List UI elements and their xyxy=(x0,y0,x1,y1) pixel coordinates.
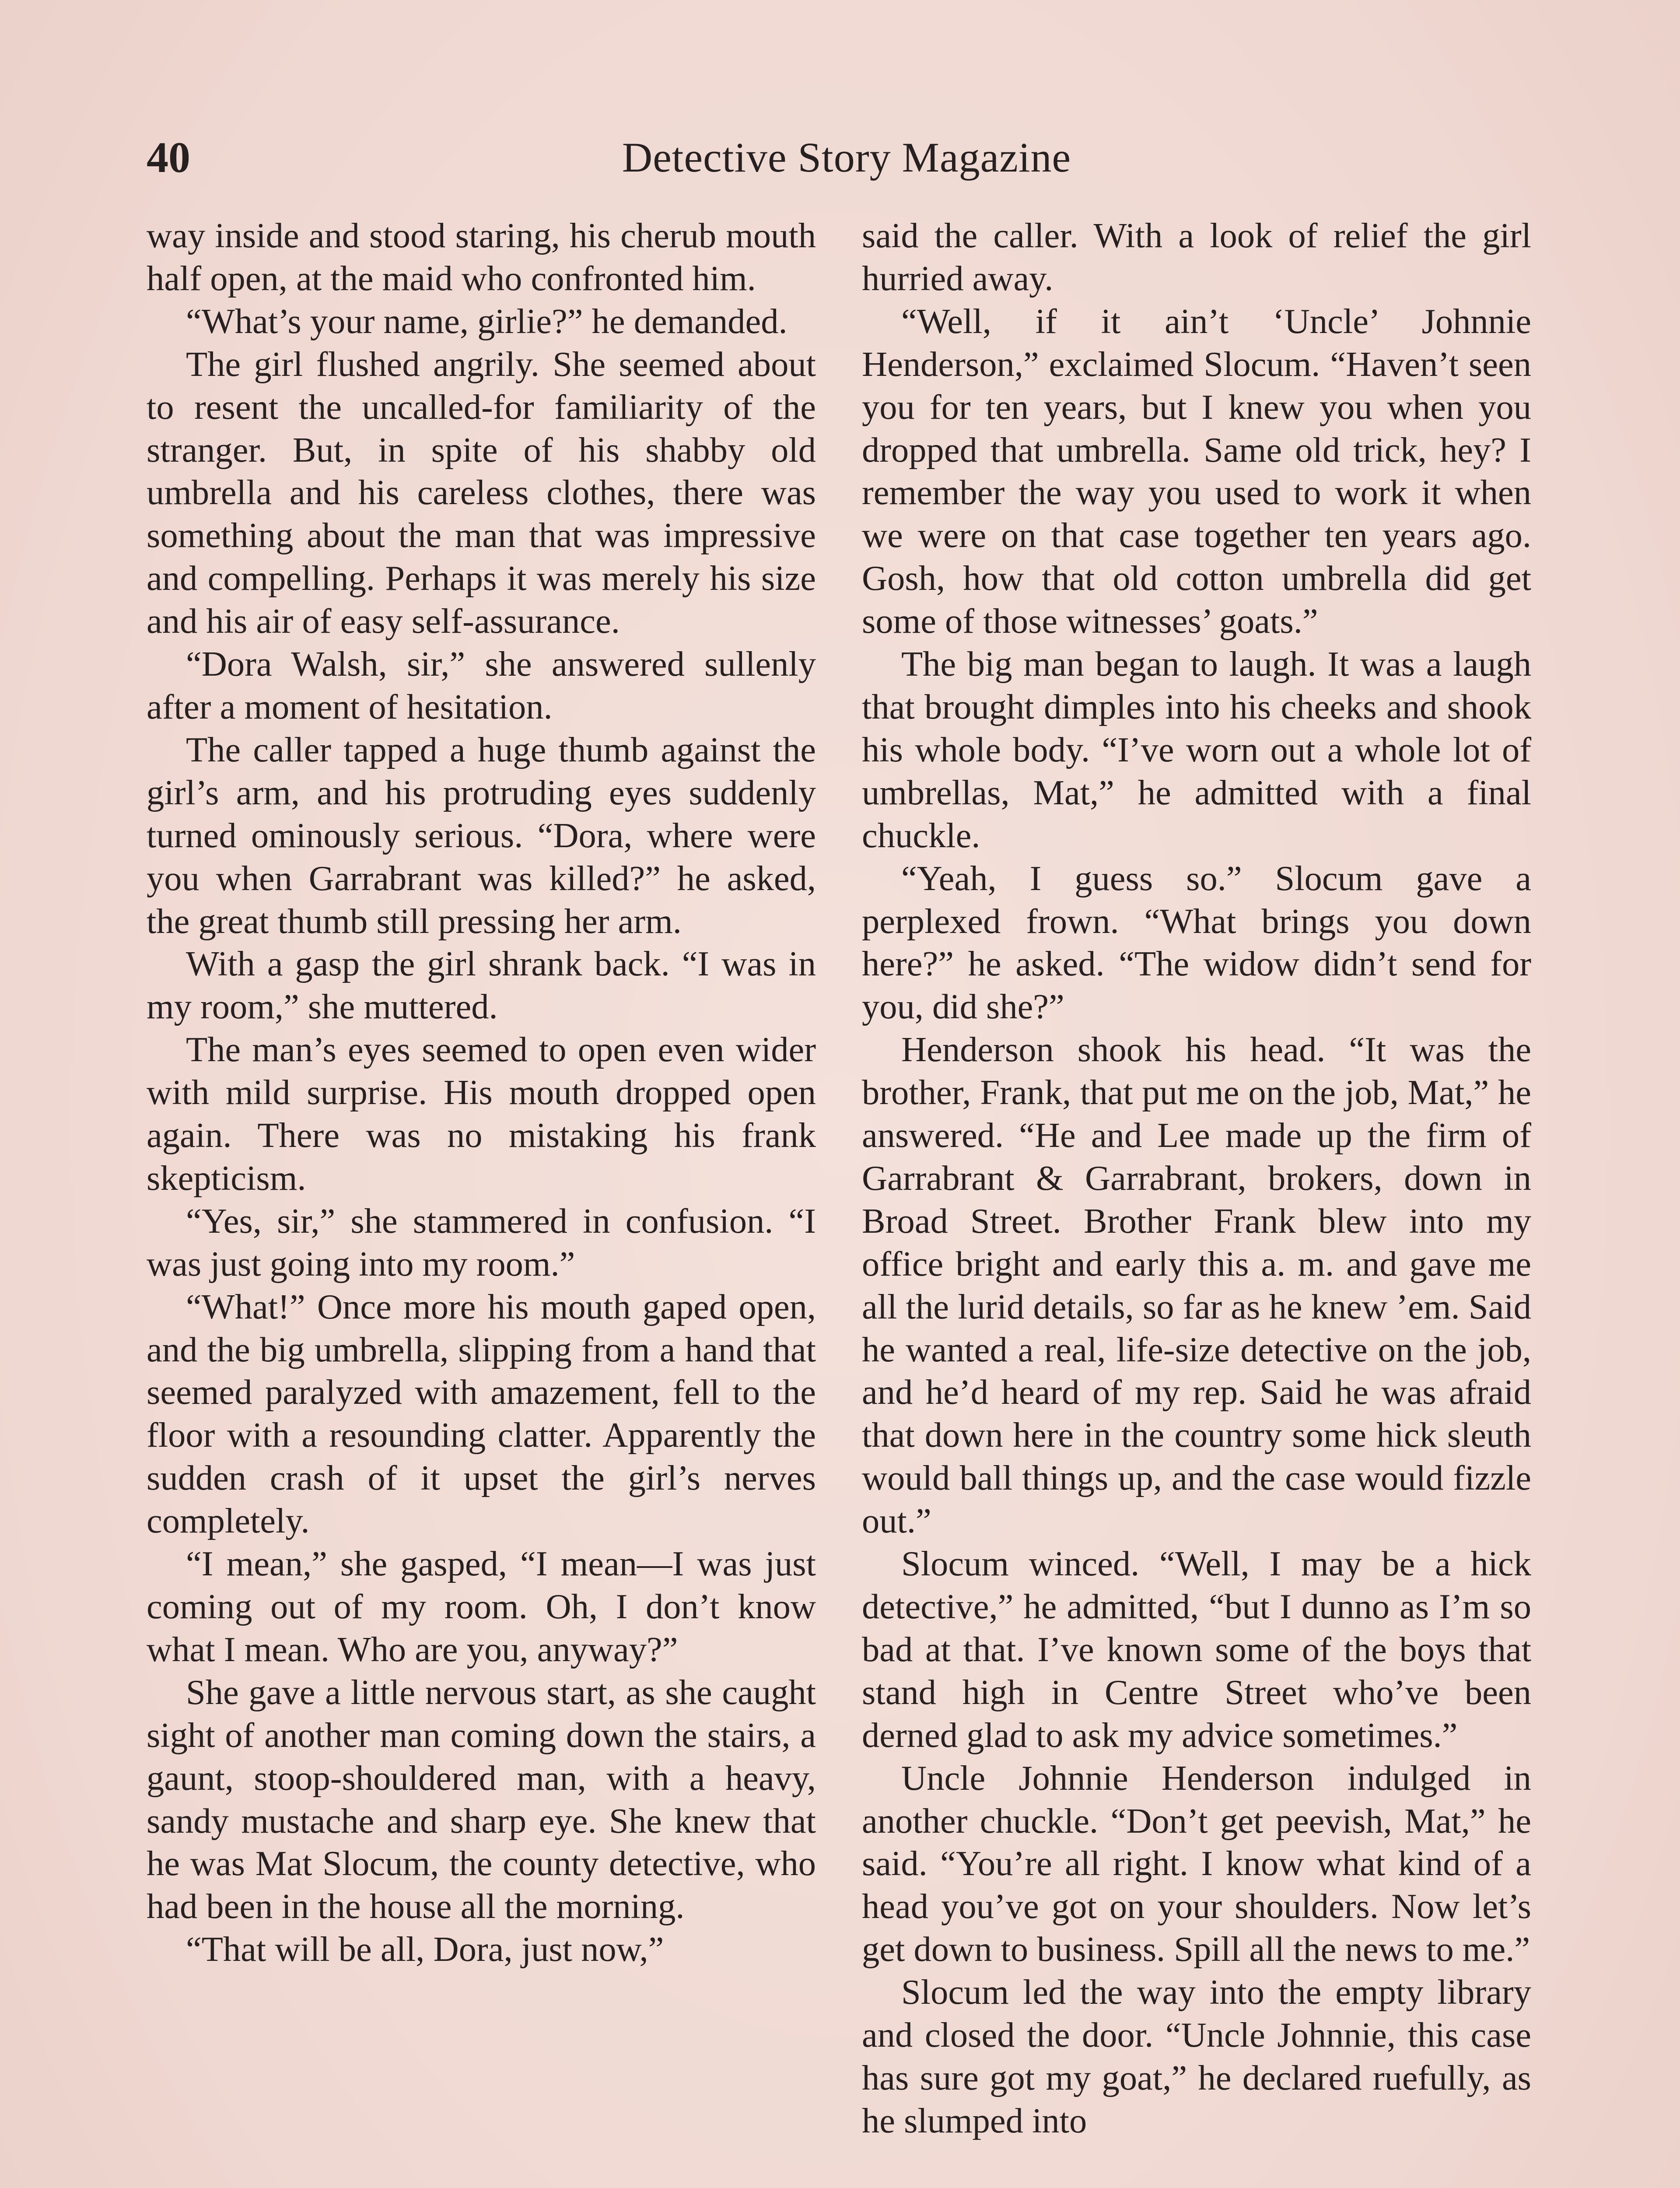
paragraph: Slocum led the way into the empty library and closed the door. “Uncle Johnnie, this case has sure got my goat,” he declared ruefully, as he slumped into xyxy=(862,1973,1531,2140)
page-number: 40 xyxy=(147,133,190,182)
paragraph: “What!” Once more his mouth gaped open, and the big umbrella, slipping from a hand that seemed paralyzed with amazement, fell to the floor with a resounding clatter. Apparently the sudden crash of it upset the girl’s nerves completely. xyxy=(147,1287,816,1541)
paragraph: “Dora Walsh, sir,” she answered sullenly after a moment of hesitation. xyxy=(147,645,816,726)
paragraph: With a gasp the girl shrank back. “I was in my room,” she muttered. xyxy=(147,944,816,1027)
right-text-column xyxy=(862,214,1531,2142)
paragraph: She gave a little nervous start, as she caught sight of another man coming down the stairs, a gaunt, stoop-shouldered man, with a heavy, sandy mustache and sharp eye. She knew that he was Mat Slocum, the county detective, who had been in the house all the morning. xyxy=(147,1673,816,1926)
paragraph: “Yes, sir,” she stammered in confusion. “I was just going into my room.” xyxy=(147,1201,816,1283)
page-header xyxy=(147,127,1547,188)
left-text-column xyxy=(147,214,816,1971)
paragraph: Slocum winced. “Well, I may be a hick detective,” he admitted, “but I dunno as I’m so bad at that. I’ve known some of the boys that stand high in Centre Street who’ve been derned glad to ask my advice sometimes.” xyxy=(862,1544,1531,1755)
paragraph: “What’s your name, girlie?” he demanded. xyxy=(186,302,788,341)
paragraph: “I mean,” she gasped, “I mean—I was just coming out of my room. Oh, I don’t know what I mean. Who are you, anyway?” xyxy=(147,1544,816,1669)
running-title: Detective Story Magazine xyxy=(622,134,1071,181)
paragraph: “That will be all, Dora, just now,” xyxy=(186,1930,664,1969)
paragraph: The girl flushed angrily. She seemed about to resent the uncalled-for familiarity of the stranger. But, in spite of his shabby old umbrella and his careless clothes, there was something about the man that was impressive and compelling. Perhaps it was merely his size and his air of easy self-assurance. xyxy=(147,344,816,641)
paragraph: The big man began to laugh. It was a laugh that brought dimples into his cheeks and shook his whole body. “I’ve worn out a whole lot of umbrellas, Mat,” he admitted with a final chuckle. xyxy=(862,645,1531,855)
paragraph: way inside and stood staring, his cherub mouth half open, at the maid who confronted him. xyxy=(147,216,816,298)
paragraph: The caller tapped a huge thumb against the girl’s arm, and his protruding eyes suddenly turned ominously serious. “Dora, where were you when Garrabrant was killed?” he asked, the great thumb still pressing her arm. xyxy=(147,730,816,941)
paragraph: “Yeah, I guess so.” Slocum gave a perplexed frown. “What brings you down here?” he asked. “The widow didn’t send for you, did she?” xyxy=(862,859,1531,1027)
paragraph: Henderson shook his head. “It was the brother, Frank, that put me on the job, Mat,” he answered. “He and Lee made up the firm of Garrabrant & Garrabrant, brokers, down in Broad Street. Brother Frank blew into my office bright and early this a. m. and gave me all the lurid details, so far as he knew ’em. Said he wanted a real, life-size detective on the job, and he’d heard of my rep. Said he was afraid that down here in the country some hick sleuth would ball things up, and the case would fizzle out.” xyxy=(862,1030,1531,1541)
paragraph: “Well, if it ain’t ‘Uncle’ Johnnie Henderson,” exclaimed Slocum. “Haven’t seen you for ten years, but I knew you when you dropped that umbrella. Same old trick, hey? I remember the way you used to work it when we were on that case together ten years ago. Gosh, how that old cotton umbrella did get some of those witnesses’ goats.” xyxy=(862,302,1531,641)
paragraph: said the caller. With a look of relief the girl hurried away. xyxy=(862,216,1531,298)
paragraph: The man’s eyes seemed to open even wider with mild surprise. His mouth dropped open again. There was no mistaking his frank skepticism. xyxy=(147,1030,816,1198)
paragraph: Uncle Johnnie Henderson indulged in another chuckle. “Don’t get peevish, Mat,” he said. “You’re all right. I know what kind of a head you’ve got on your shoulders. Now let’s get down to business. Spill all the news to me.” xyxy=(862,1758,1531,1969)
